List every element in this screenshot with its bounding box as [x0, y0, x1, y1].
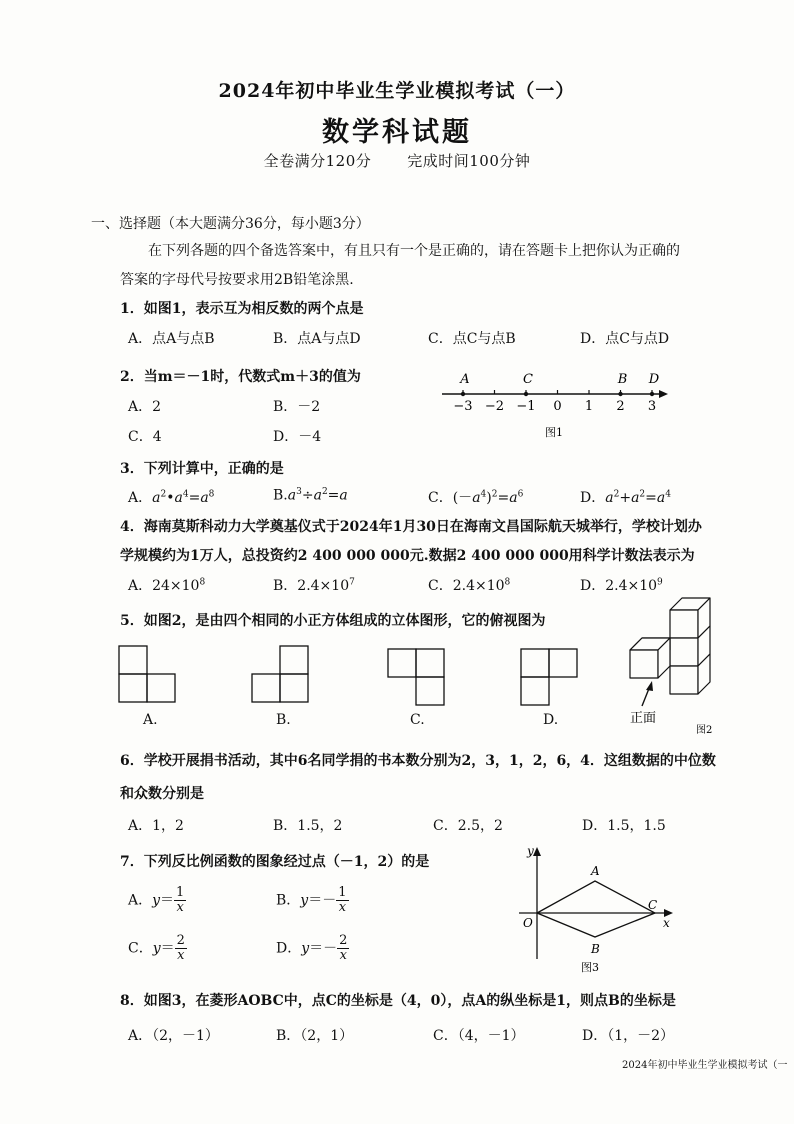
number-line-point [650, 392, 654, 396]
q3-option-b: $B.a^3\div a^2=a$ [273, 487, 348, 504]
q3-option-d: D．$a^2+a^2=a^4$ [580, 489, 671, 506]
q5-option-b-label: B. [276, 712, 291, 728]
q6-option-a: A．1，2 [128, 818, 184, 834]
q8-option-a: A．（2，－1） [128, 1028, 219, 1044]
q4-option-b: B．$2.4\times 10^7$ [273, 577, 355, 594]
q3-option-a: A．$a^2•a^4=a^8$ [128, 489, 215, 506]
figure-1-caption: 图1 [545, 426, 563, 439]
figure-2-caption: 图2 [696, 725, 713, 736]
q2-stem: 2．当m＝－1时，代数式m＋3的值为 [120, 369, 361, 385]
number-line-tick-label: −2 [484, 399, 505, 414]
origin-label: O [523, 916, 533, 930]
q3-stem: 3．下列计算中，正确的是 [120, 461, 284, 477]
exam-title: 2024年初中毕业生学业模拟考试（一） [218, 80, 576, 102]
number-line-tick-label: 1 [584, 399, 594, 414]
figure-3-caption: 图3 [581, 961, 599, 974]
q2-option-c: C．4 [128, 429, 162, 445]
q1-option-a: A．点A与点B [128, 331, 215, 347]
number-line-point [524, 392, 528, 396]
full-score: 全卷满分120分 [263, 152, 372, 170]
time-limit: 完成时间100分钟 [407, 152, 531, 170]
q5-option-a-label: A. [143, 712, 158, 728]
number-line-tick-label: 3 [647, 399, 657, 414]
number-line-point-label: A [460, 372, 470, 387]
number-line-point-label: D [648, 372, 660, 387]
q8-option-b: B．（2，1） [276, 1028, 354, 1044]
q7-option-a: A．y＝ $\frac{1}{x}$ [128, 885, 185, 915]
q5-stem: 5．如图2，是由四个相同的小正方体组成的立体图形，它的俯视图为 [120, 613, 546, 629]
figure-3-rhombus [505, 843, 680, 978]
q5-option-a-shape [118, 645, 178, 705]
q4-stem-line-2: 学规模约为1万人，总投资约2 400 000 000元.数据2 400 000 000用科学计数法表示为 [120, 548, 695, 564]
q1-option-c: C．点C与点B [428, 331, 516, 347]
q4-option-c: C．$2.4\times 10^8$ [428, 577, 511, 594]
rhombus-aobc [537, 881, 658, 937]
q8-option-d: D．（1，－2） [582, 1028, 675, 1044]
number-line-tick-label: −3 [453, 399, 473, 414]
number-line-tick-label: 2 [616, 399, 625, 414]
page-footer: 2024年初中毕业生学业模拟考试（一 [622, 1060, 788, 1071]
number-line-point [461, 392, 465, 396]
q5-option-b-shape [251, 645, 311, 705]
axis-x-label: x [663, 916, 670, 930]
q6-option-c: C．2.5，2 [433, 818, 503, 834]
q2-option-a: A．2 [128, 399, 162, 415]
q4-stem-line-1: 4．海南莫斯科动力大学奠基仪式于2024年1月30日在海南文昌国际航天城举行，学校计划办 [120, 519, 702, 535]
q6-stem-line-1: 6．学校开展捐书活动，其中6名同学捐的书本数分别为2，3，1，2，6，4．这组数据的中位数 [120, 753, 716, 769]
number-line-point-label: C [523, 372, 533, 387]
q5-option-d-shape [520, 648, 580, 708]
q8-stem: 8．如图3，在菱形AOBC中，点C的坐标是（4，0），点A的纵坐标是1，则点B的坐标是 [120, 993, 676, 1009]
q5-option-c-label: C. [410, 712, 425, 728]
point-c-label: C [648, 898, 658, 912]
q8-option-c: C．（4，－1） [433, 1028, 525, 1044]
point-b-label: B [591, 942, 600, 956]
number-line-arrow [659, 390, 668, 398]
instruction-line-1: 在下列各题的四个备选答案中，有且只有一个是正确的，请在答题卡上把你认为正确的 [148, 243, 680, 259]
q7-option-c: C．y＝ $\frac{2}{x}$ [128, 933, 185, 963]
subject-title: 数学科试题 [322, 117, 472, 148]
exam-meta [0, 150, 794, 171]
q4-option-d: D．$2.4\times 10^9$ [580, 577, 663, 594]
q1-option-b: B．点A与点D [273, 331, 361, 347]
point-a-label: A [591, 864, 600, 878]
q6-option-b: B．1.5，2 [273, 818, 343, 834]
number-line-tick-label: 0 [553, 399, 562, 414]
instruction-line-2: 答案的字母代号按要求用2B铅笔涂黑. [120, 272, 354, 288]
q5-option-c-shape [387, 648, 447, 708]
number-line-tick-label: −1 [516, 399, 536, 414]
q2-option-b: B．－2 [273, 399, 321, 415]
q6-option-d: D．1.5，1.5 [582, 818, 666, 834]
section-heading: 一、选择题（本大题满分36分，每小题3分） [91, 216, 370, 232]
number-line-point [618, 392, 622, 396]
q4-option-a: A．$24\times 10^8$ [128, 577, 206, 594]
q3-option-c: C．$(-a^4)^2=a^6$ [428, 489, 524, 506]
q7-stem: 7．下列反比例函数的图象经过点（－1，2）的是 [120, 854, 430, 870]
q2-option-d: D．－4 [273, 429, 322, 445]
q1-stem: 1．如图1，表示互为相反数的两个点是 [120, 301, 364, 317]
figure-2-cube-stack [622, 590, 742, 740]
q6-stem-line-2: 和众数分别是 [120, 786, 204, 802]
q7-option-b: B．y＝－ $\frac{1}{x}$ [276, 885, 347, 915]
q5-option-d-label: D. [543, 712, 559, 728]
q7-option-d: D．y＝－ $\frac{2}{x}$ [276, 933, 348, 963]
front-label: 正面 [630, 711, 657, 726]
figure-1-number-line [436, 364, 672, 440]
axis-y-label: y [527, 844, 534, 858]
q1-option-d: D．点C与点D [580, 331, 670, 347]
number-line-point-label: B [617, 372, 628, 387]
